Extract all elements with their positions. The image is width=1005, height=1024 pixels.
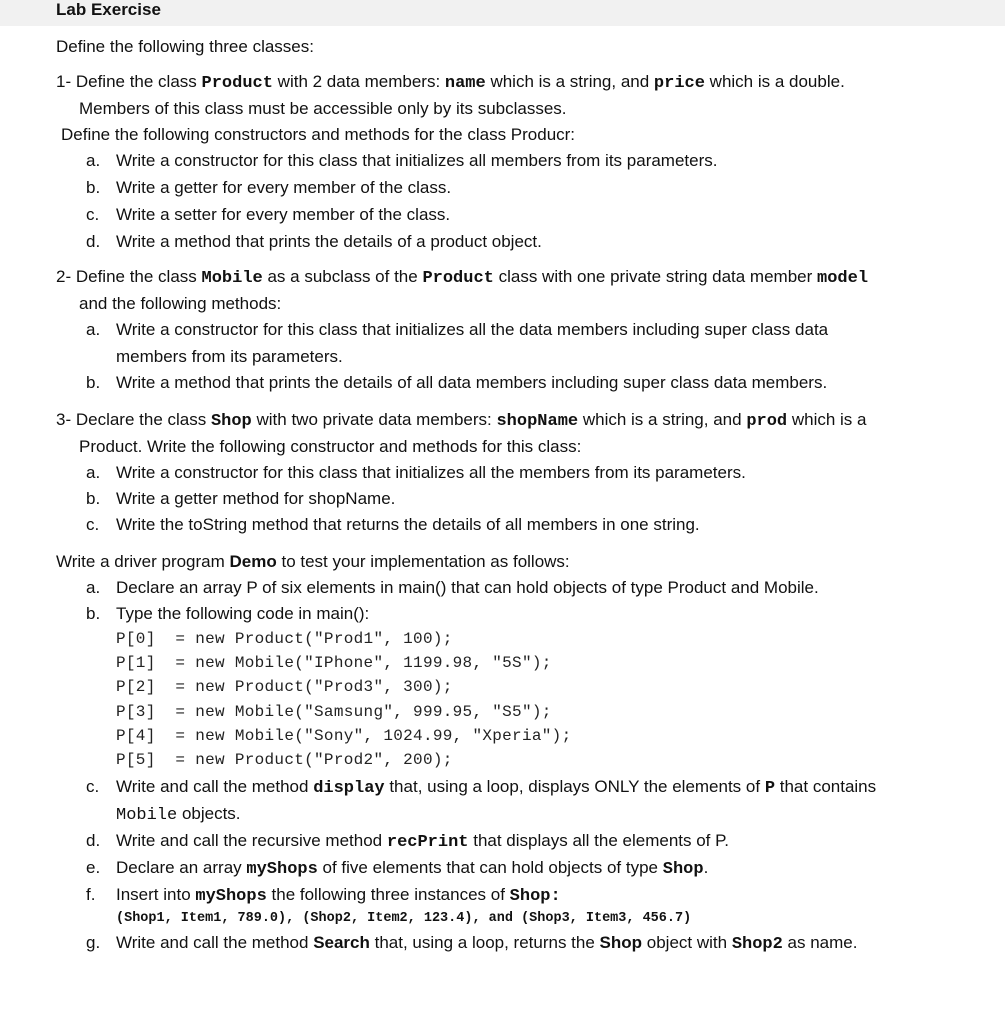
code-line: P[0] = new Product("Prod1", 100); <box>116 630 453 648</box>
list-item: b. Write a getter method for shopName. <box>86 489 396 508</box>
list-item: a. Write a constructor for this class that initializes all the data members including super class data <box>86 320 829 339</box>
section-1-line3: Define the following constructors and methods for the class Producr: <box>61 125 576 144</box>
code-line: P[5] = new Product("Prod2", 200); <box>116 751 453 769</box>
section-2-heading: 2- Define the class Mobile as a subclass of the Product class with one private string data member model <box>56 267 869 288</box>
list-item: d. Write and call the recursive method recPrint that displays all the elements of P. <box>86 831 730 852</box>
section-1-heading: 1- Define the class Product with 2 data members: name which is a string, and price which is a double. <box>56 72 845 93</box>
intro-text: Define the following three classes: <box>56 37 314 56</box>
list-item: c. Write a setter for every member of the class. <box>86 205 451 224</box>
code-line: (Shop1, Item1, 789.0), (Shop2, Item2, 123.4), and (Shop3, Item3, 456.7) <box>116 911 692 926</box>
list-item: a. Write a constructor for this class that initializes all members from its parameters. <box>86 151 718 170</box>
list-item: g. Write and call the method Search that, using a loop, returns the Shop object with Shop2 as name. <box>86 933 858 954</box>
code-line: P[2] = new Product("Prod3", 300); <box>116 678 453 696</box>
section-1-line2: Members of this class must be accessible only by its subclasses. <box>79 99 567 118</box>
code-line: P[1] = new Mobile("IPhone", 1199.98, "5S"); <box>116 654 552 672</box>
list-item: d. Write a method that prints the details of a product object. <box>86 232 542 251</box>
section-2-line2: and the following methods: <box>79 294 282 313</box>
document-title: Lab Exercise <box>56 0 161 19</box>
driver-heading: Write a driver program Demo to test your implementation as follows: <box>56 552 570 571</box>
list-item: b. Write a method that prints the details of all data members including super class data members. <box>86 373 828 392</box>
list-item: a. Declare an array P of six elements in main() that can hold objects of type Product and Mobile. <box>86 578 819 597</box>
list-item-continuation: Mobile objects. <box>116 804 241 825</box>
list-item: b. Write a getter for every member of the class. <box>86 178 452 197</box>
list-item: a. Write a constructor for this class that initializes all the members from its parameters. <box>86 463 746 482</box>
list-item: b. Type the following code in main(): <box>86 604 370 623</box>
list-item: e. Declare an array myShops of five elements that can hold objects of type Shop. <box>86 858 709 879</box>
list-item: c. Write and call the method display that, using a loop, displays ONLY the elements of P that contains <box>86 777 877 798</box>
list-item-continuation: members from its parameters. <box>116 347 343 366</box>
code-line: P[3] = new Mobile("Samsung", 999.95, "S5"); <box>116 703 552 721</box>
list-item: f. Insert into myShops the following three instances of Shop: <box>86 885 561 906</box>
code-line: P[4] = new Mobile("Sony", 1024.99, "Xperia"); <box>116 727 572 745</box>
list-item: c. Write the toString method that returns the details of all members in one string. <box>86 515 700 534</box>
section-3-line2: Product. Write the following constructor and methods for this class: <box>79 437 582 456</box>
section-3-heading: 3- Declare the class Shop with two private data members: shopName which is a string, and prod which is a <box>56 410 867 431</box>
